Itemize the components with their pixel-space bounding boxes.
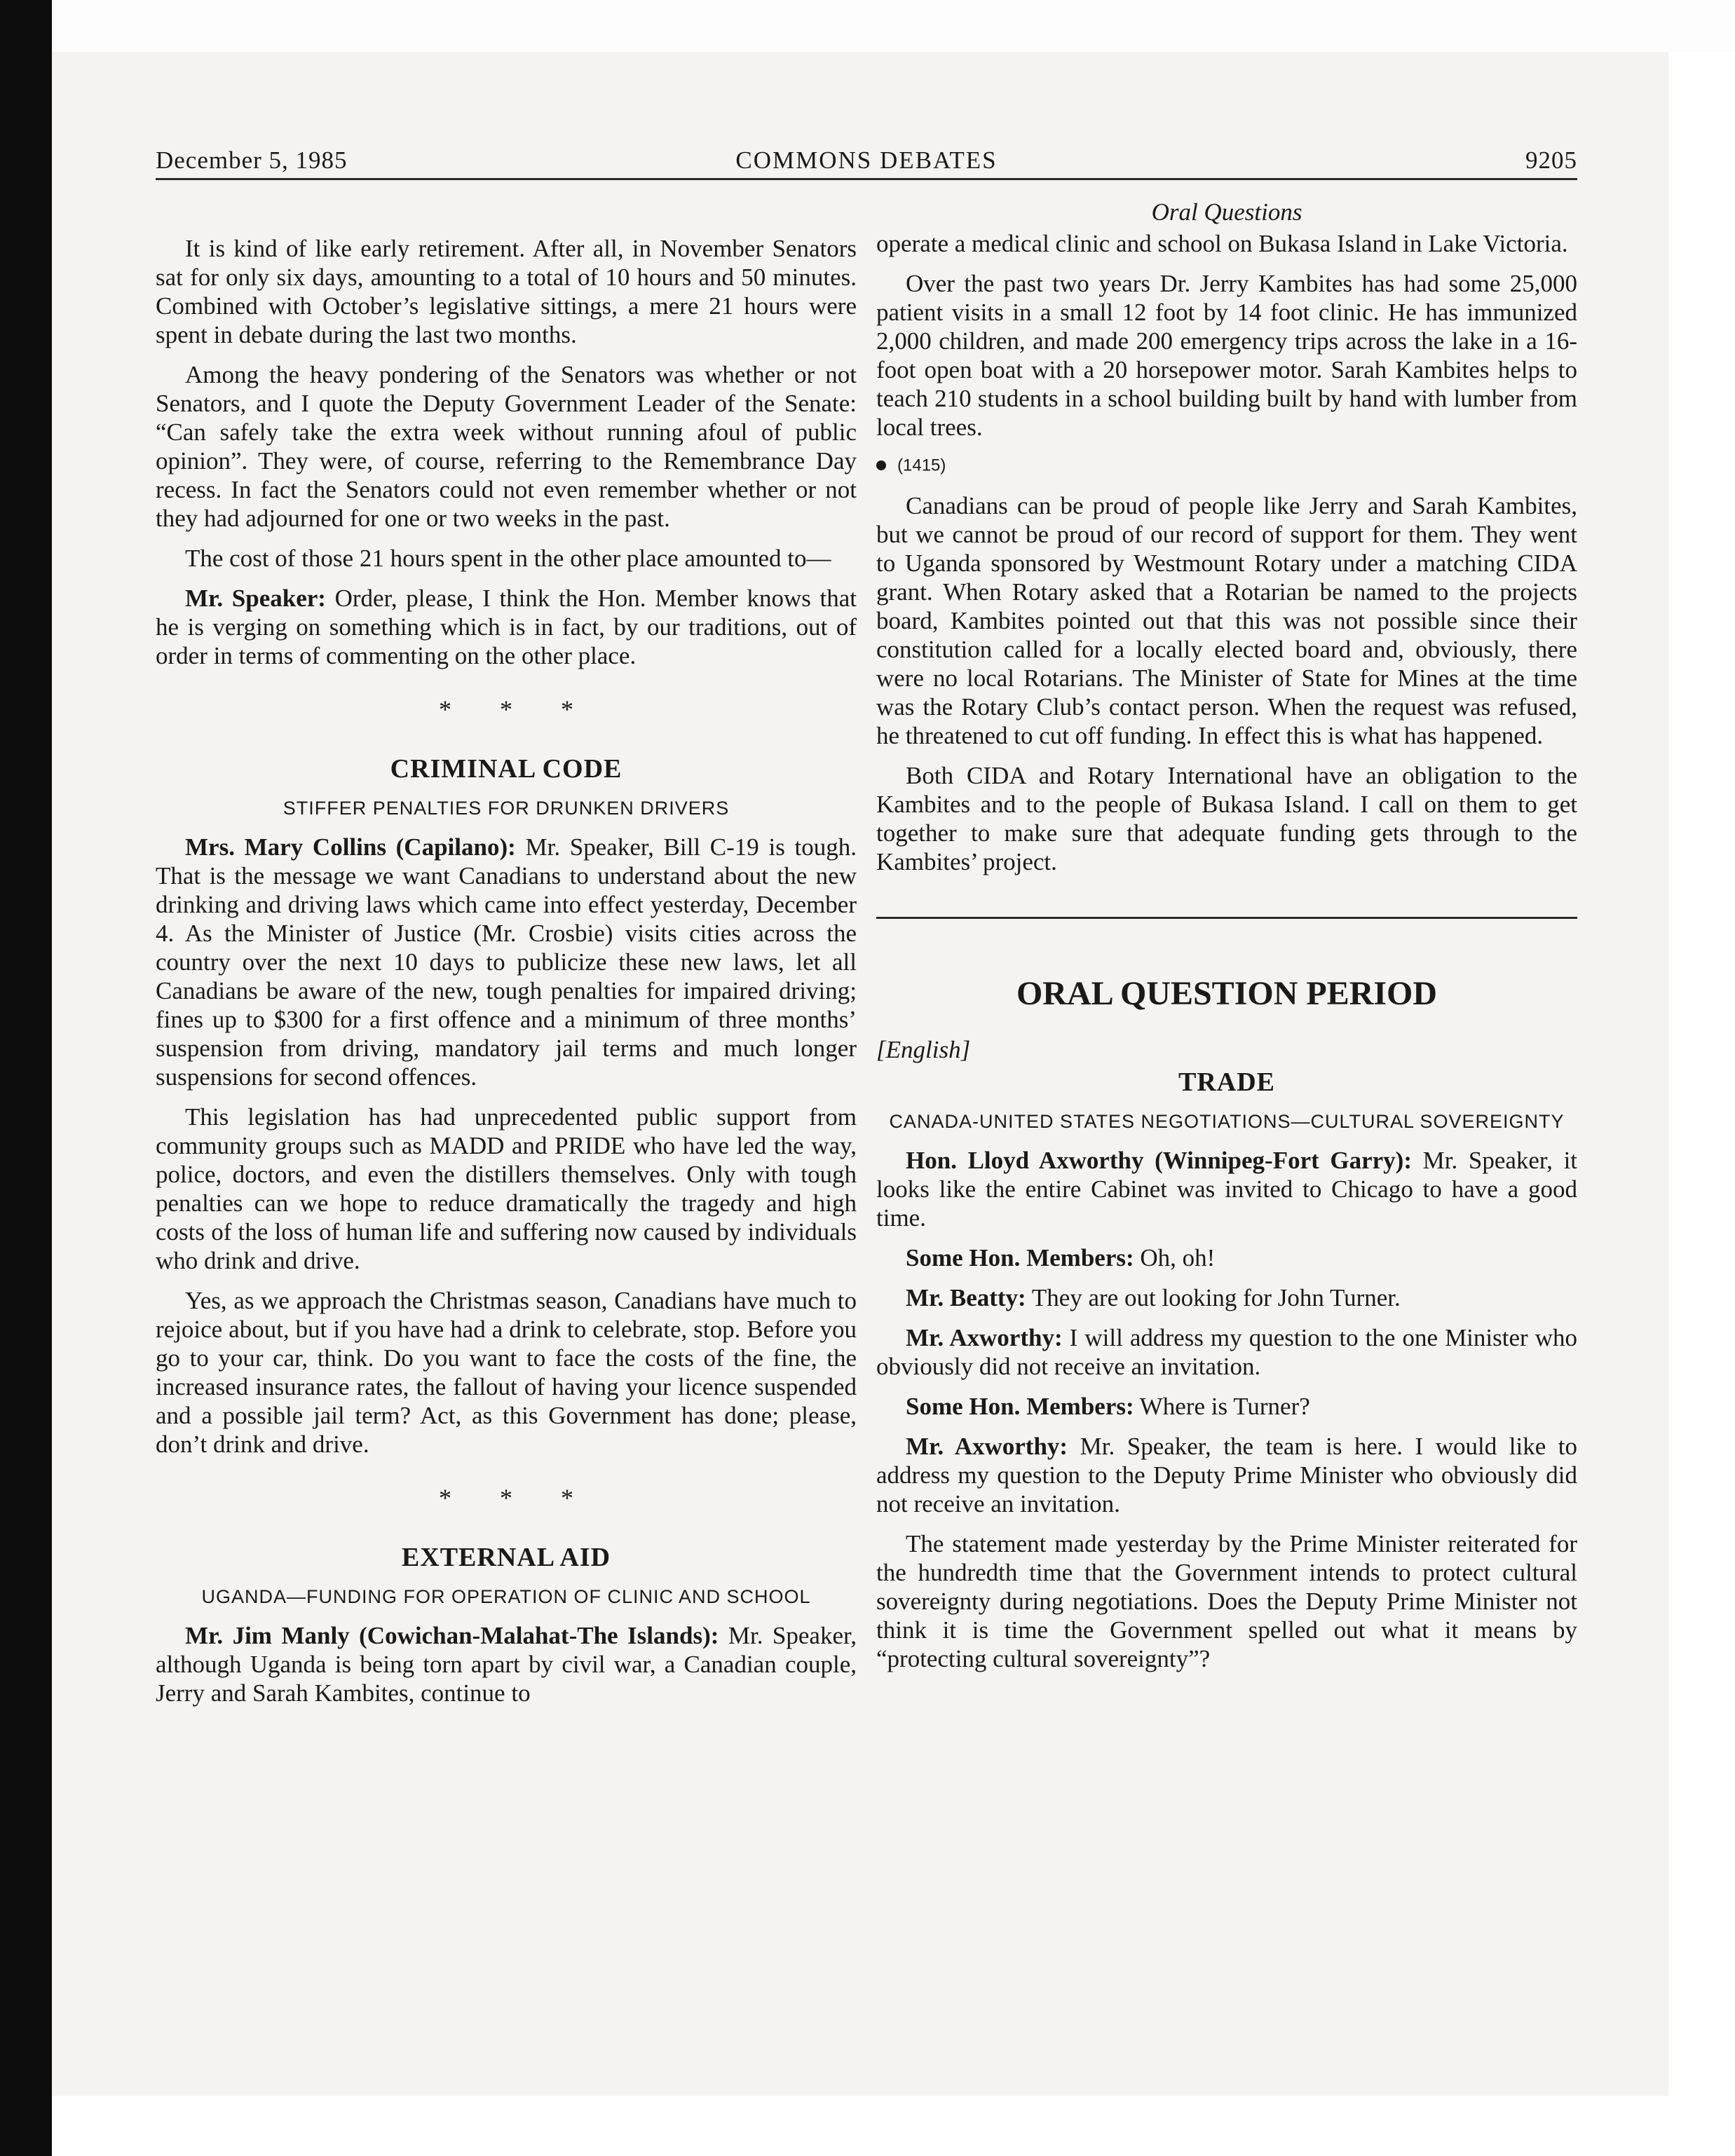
speech-text: Mr. Speaker, although Uganda is being torn apart by civil war, a Canadian couple, Jerry and Sarah Kambites, continue to [156,1622,857,1707]
speaker-name: Some Hon. Members: [906,1244,1134,1272]
header-rule [156,178,1577,180]
paragraph: operate a medical clinic and school on Bukasa Island in Lake Victoria. [876,230,1568,257]
section-heading: CRIMINAL CODE [390,754,622,784]
speech-paragraph [876,1392,1577,1421]
section-separator: * * * [439,1484,594,1512]
speech-text: Where is Turner? [1139,1393,1310,1421]
language-tag: [English] [876,1036,971,1064]
speech-text: Mr. Speaker, the team is here. I would like to address my question to the Deputy Prime Minister who obviously did not receive an invitation. [876,1433,1577,1518]
speech-paragraph [876,1432,1577,1518]
header-title: COMMONS DEBATES [735,146,998,174]
section-tag: Oral Questions [1151,198,1302,226]
speech-text: I will address my question to the one Minister who obviously did not receive an invitation. [876,1324,1578,1381]
section-separator: * * * [439,695,594,723]
paragraph: Among the heavy pondering of the Senators was whether or not Senators, and I quote the Deputy Government Leader of the Senate: “Can safely take the extra week without running afoul of public opinion”. They were, of course, referring to the Remembrance Day recess. In fact the Senators could not even remember whether or not they had adjourned for one or two weeks in the past. [156,361,857,532]
speech-text: Mr. Speaker, Bill C-19 is tough. That is the message we want Canadians to understand about the new drinking and driving laws which came into effect yesterday, December 4. As the Minister of Justice (Mr. Crosbie) visits cities across the country over the next 10 days to publicize these new laws, let all Canadians be aware of the new, tough penalties for impaired driving; fines up to $300 for a first offence and a minimum of three months’ suspension from driving, mandatory jail terms and much longer suspensions for second offences. [156,833,857,1091]
paragraph: Yes, as we approach the Christmas season, Canadians have much to rejoice about, but if you have had a drink to celebrate, stop. Before you go to your car, think. Do you want to face the costs of the fine, the increased insurance rates, the fallout of having your licence suspended and a possible jail term? Act, as this Government has done; please, don’t drink and drive. [156,1287,857,1458]
header-date: December 5, 1985 [156,146,348,174]
timestamp: (1415) [897,456,946,475]
paragraph: The cost of those 21 hours spent in the other place amounted to— [185,545,831,572]
speech-paragraph [156,1621,857,1707]
section-subheading: UGANDA—FUNDING FOR OPERATION OF CLINIC AND SCHOOL [201,1586,811,1607]
speech-paragraph [156,833,857,1091]
page-header [156,144,1577,177]
speech-paragraph [876,1283,1577,1312]
speech-paragraph [876,1323,1577,1381]
section-heading: TRADE [1178,1067,1276,1098]
speaker-name: Mr. Jim Manly (Cowichan-Malahat-The Islands): [185,1622,719,1649]
speaker-name: Mrs. Mary Collins (Capilano): [185,833,516,861]
section-subheading: CANADA-UNITED STATES NEGOTIATIONS—CULTURAL SOVEREIGNTY [889,1111,1565,1133]
header-page-number: 9205 [1525,146,1577,174]
timestamp-marker [876,454,1577,476]
bullet-icon [876,460,886,470]
speech-text: Oh, oh! [1140,1244,1216,1272]
section-divider [876,917,1577,919]
paragraph: It is kind of like early retirement. After all, in November Senators sat for only six days, amounting to a total of 10 hours and 50 minutes. Combined with October’s legislative sittings, a mere 21 hours were spent in debate during the last two months. [156,235,857,348]
section-heading: EXTERNAL AID [401,1543,611,1572]
paragraph: The statement made yesterday by the Prime Minister reiterated for the hundredth time that the Government intends to protect cultural sovereignty during negotiations. Does the Deputy Prime Minister not think it is time the Government spelled out what it means by “protecting cultural sovereignty”? [876,1530,1577,1673]
speech-text: Mr. Speaker, it looks like the entire Cabinet was invited to Chicago to have a good time. [876,1147,1578,1232]
speech-paragraph [156,584,857,670]
speaker-name: Mr. Axworthy: [906,1433,1068,1461]
paragraph: This legislation has had unprecedented public support from community groups such as MADD and PRIDE who have led the way, police, doctors, and even the distillers themselves. Only with tough penalties can we hope to reduce dramatically the tragedy and high costs of the loss of human life and suffering now caused by individuals who drink and drive. [156,1103,857,1274]
speech-text: Order, please, I think the Hon. Member knows that he is verging on something which is in fact, by our traditions, out of order in terms of commenting on the other place. [156,585,857,669]
left-column [156,234,857,1719]
scan-edge-shadow [0,0,52,2156]
speaker-name: Mr. Speaker: [185,585,326,612]
scan-top-margin [52,0,1735,52]
speaker-name: Hon. Lloyd Axworthy (Winnipeg-Fort Garry): [906,1147,1412,1175]
major-heading: ORAL QUESTION PERIOD [1016,975,1438,1013]
speech-paragraph [876,1146,1577,1232]
section-subheading: STIFFER PENALTIES FOR DRUNKEN DRIVERS [283,798,730,819]
speaker-name: Mr. Axworthy: [906,1324,1063,1352]
paragraph: Over the past two years Dr. Jerry Kambites has had some 25,000 patient visits in a small 12 foot by 14 foot clinic. He has immunized 2,000 children, and made 200 emergency trips across the lake in a 16-foot open boat with a 20 horsepower motor. Sarah Kambites helps to teach 210 students in a school building built by hand with lumber from local trees. [876,270,1577,441]
speaker-name: Some Hon. Members: [906,1393,1134,1421]
paragraph: Canadians can be proud of people like Jerry and Sarah Kambites, but we cannot be proud of our record of support for them. They went to Uganda sponsored by Westmount Rotary under a matching CIDA grant. When Rotary asked that a Rotarian be named to the projects board, Kambites pointed out that this was not possible since their constitution called for a locally elected board and, obviously, there were no local Rotarians. The Minister of State for Mines at the time was the Rotary Club’s contact person. When the request was refused, he threatened to cut off funding. In effect this is what has happened. [876,492,1577,750]
paragraph: Both CIDA and Rotary International have an obligation to the Kambites and to the people of Bukasa Island. I call on them to get together to make sure that adequate funding gets through to the Kambites’ project. [876,762,1577,876]
right-column [876,198,1577,1684]
speaker-name: Mr. Beatty: [906,1284,1026,1312]
speech-text: They are out looking for John Turner. [1031,1284,1401,1312]
speech-paragraph [876,1243,1577,1272]
